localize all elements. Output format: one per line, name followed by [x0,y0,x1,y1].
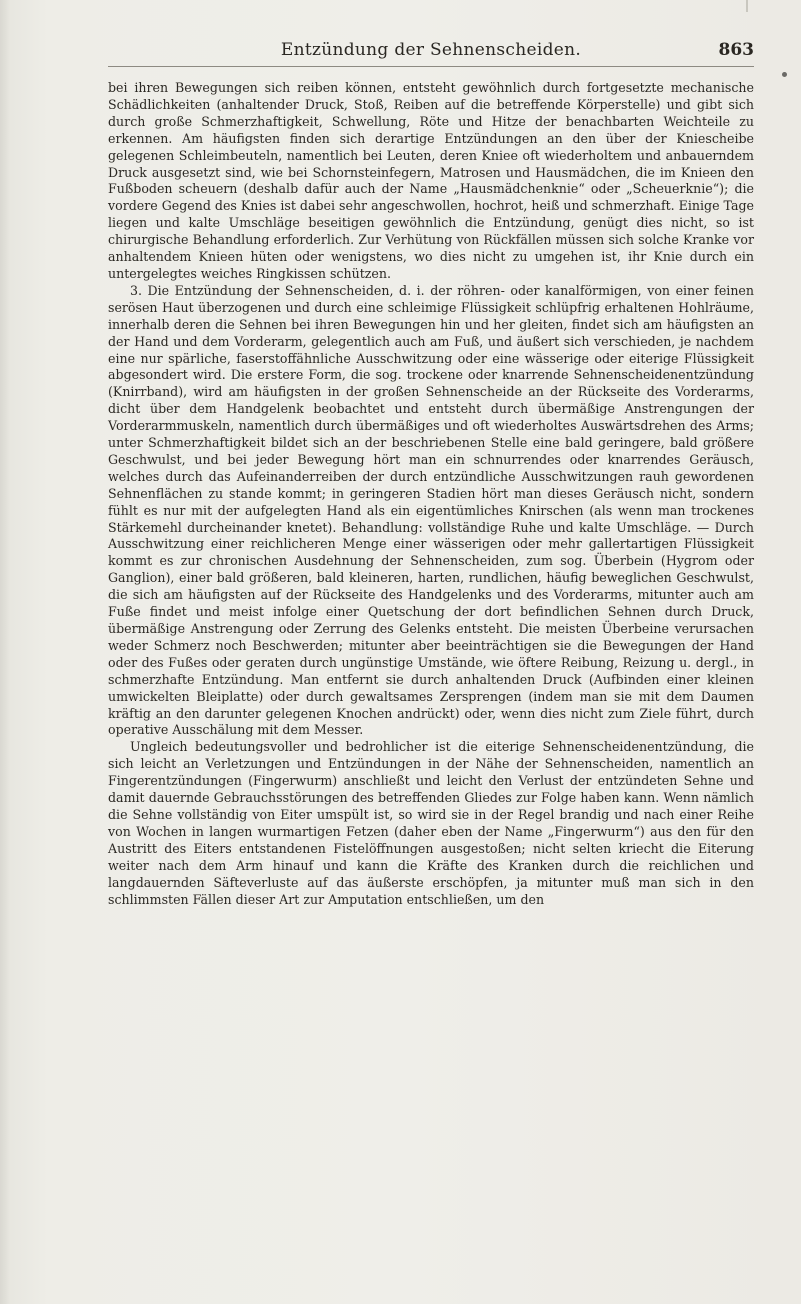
page-header [108,40,754,66]
page-number: 863 [718,40,754,60]
paragraph: bei ihren Bewegungen sich reiben können, entsteht gewöhnlich durch fortgesetzte mechanische Schädlichkeiten (anhaltender Druck, Stoß, Reiben auf die betreffende Körperstelle) und gibt sich durch große Schmerzhaftigkeit, Schwellung, Röte und Hitze der benachbarten Weichteile zu erkennen. Am häufigsten finden sich derartige Entzündungen an den über der Kniescheibe gelegenen Schleimbeuteln, namentlich bei Leuten, deren Kniee oft wiederholtem und anbauerndem Druck ausgesetzt sind, wie bei Schornsteinfegern, Matrosen und Hausmädchen, die im Knieen den Fußboden scheuern (deshalb dafür auch der Name „Hausmädchenknie“ oder „Scheuerknie“); die vordere Gegend des Knies ist dabei sehr angeschwollen, hochrot, heiß und schmerzhaft. Einige Tage liegen und kalte Umschläge beseitigen gewöhnlich die Entzündung, genügt dies nicht, so ist chirurgische Behandlung erforderlich. Zur Verhütung von Rückfällen müssen sich solche Kranke vor anhaltendem Knieen hüten oder wenigstens, wo dies nicht zu umgehen ist, ihr Knie durch ein untergelegtes weiches Ringkissen schützen. [108,80,754,281]
running-title: Entzündung der Sehnenscheiden. [280,40,582,60]
margin-dot [782,72,787,77]
page-fold-shadow [0,0,10,1304]
header-rule [108,66,754,67]
paragraph: 3. Die Entzündung der Sehnenscheiden, d. i. der röhren- oder kanalförmigen, von einer feinen serösen Haut überzogenen und durch eine schleimige Flüssigkeit schlüpfrig erhaltenen Hohlräume, innerhalb deren die Sehnen bei ihren Bewegungen hin und her gleiten, findet sich am häufigsten an der Hand und dem Vorderarm, gelegentlich auch am Fuß, und äußert sich verschieden, je nachdem eine nur spärliche, faserstoffähnliche Ausschwitzung oder eine wässerige oder eiterige Flüssigkeit abgesondert wird. Die erstere Form, die sog. trockene oder knarrende Sehnenscheidenentzündung (Knirrband), wird am häufigsten in der großen Sehnenscheide an der Rückseite des Vorderarms, dicht über dem Handgelenk beobachtet und entsteht durch übermäßige Anstrengungen der Vorderarmmuskeln, namentlich durch übermäßiges und oft wiederholtes Auswärtsdrehen des Arms; unter Schmerzhaftigkeit bildet sich an der beschriebenen Stelle eine bald geringere, bald größere Geschwulst, und bei jeder Bewegung hört man ein schnurrendes oder knarrendes Geräusch, welches durch das Aufeinanderreiben der durch entzündliche Ausschwitzungen rauh gewordenen Sehnenflächen zu stande kommt; in geringeren Stadien hört man dieses Geräusch nicht, sondern fühlt es nur mit der aufgelegten Hand als ein eigentümliches Knirschen (als wenn man trockenes Stärkemehl durcheinander knetet). Behandlung: vollständige Ruhe und kalte Umschläge. — Durch Ausschwitzung einer reichlicheren Menge einer wässerigen oder mehr gallertartigen Flüssigkeit kommt es zur chronischen Ausdehnung der Sehnenscheiden, zum sog. Überbein (Hygrom oder Ganglion), einer bald größeren, bald kleineren, harten, rundlichen, häufig beweglichen Geschwulst, die sich am häufigsten auf der Rückseite des Handgelenks und des Vorderarms, mitunter auch am Fuße findet und meist infolge einer Quetschung der dort befindlichen Sehnen durch Druck, übermäßige Anstrengung oder Zerrung des Gelenks entsteht. Die meisten Überbeine verursachen weder Schmerz noch Beschwerden; mitunter aber beeinträchtigen sie die Bewegungen der Hand oder des Fußes oder geraten durch ungünstige Umstände, wie öftere Reibung, Reizung u. dergl., in schmerzhafte Entzündung. Man entfernt sie durch anhaltenden Druck (Aufbinden einer kleinen umwickelten Bleiplatte) oder durch gewaltsames Zersprengen (indem man sie mit dem Daumen kräftig an den darunter gelegenen Knochen andrückt) oder, wenn dies nicht zum Ziele führt, durch operative Ausschälung mit dem Messer. [108,282,754,738]
body-text [108,80,754,908]
page-edge-mark [746,0,748,12]
paragraph: Ungleich bedeutungsvoller und bedrohlicher ist die eiterige Sehnenscheidenentzündung, die sich leicht an Verletzungen und Entzündungen in der Nähe der Sehnenscheiden, namentlich an Fingerentzündungen (Fingerwurm) anschließt und leicht den Verlust der entzündeten Sehne und damit dauernde Gebrauchsstörungen des betreffenden Gliedes zur Folge haben kann. Wenn nämlich die Sehne vollständig von Eiter umspült ist, so wird sie in der Regel brandig und nach einer Reihe von Wochen in langen wurmartigen Fetzen (daher eben der Name „Fingerwurm“) aus den für den Austritt des Eiters entstandenen Fistelöffnungen ausgestoßen; nicht selten kriecht die Eiterung weiter nach dem Arm hinauf und kann die Kräfte des Kranken durch die reichlichen und langdauernden Säfteverluste auf das äußerste erschöpfen, ja mitunter muß man sich in den schlimmsten Fällen dieser Art zur Amputation entschließen, um den [108,739,754,907]
